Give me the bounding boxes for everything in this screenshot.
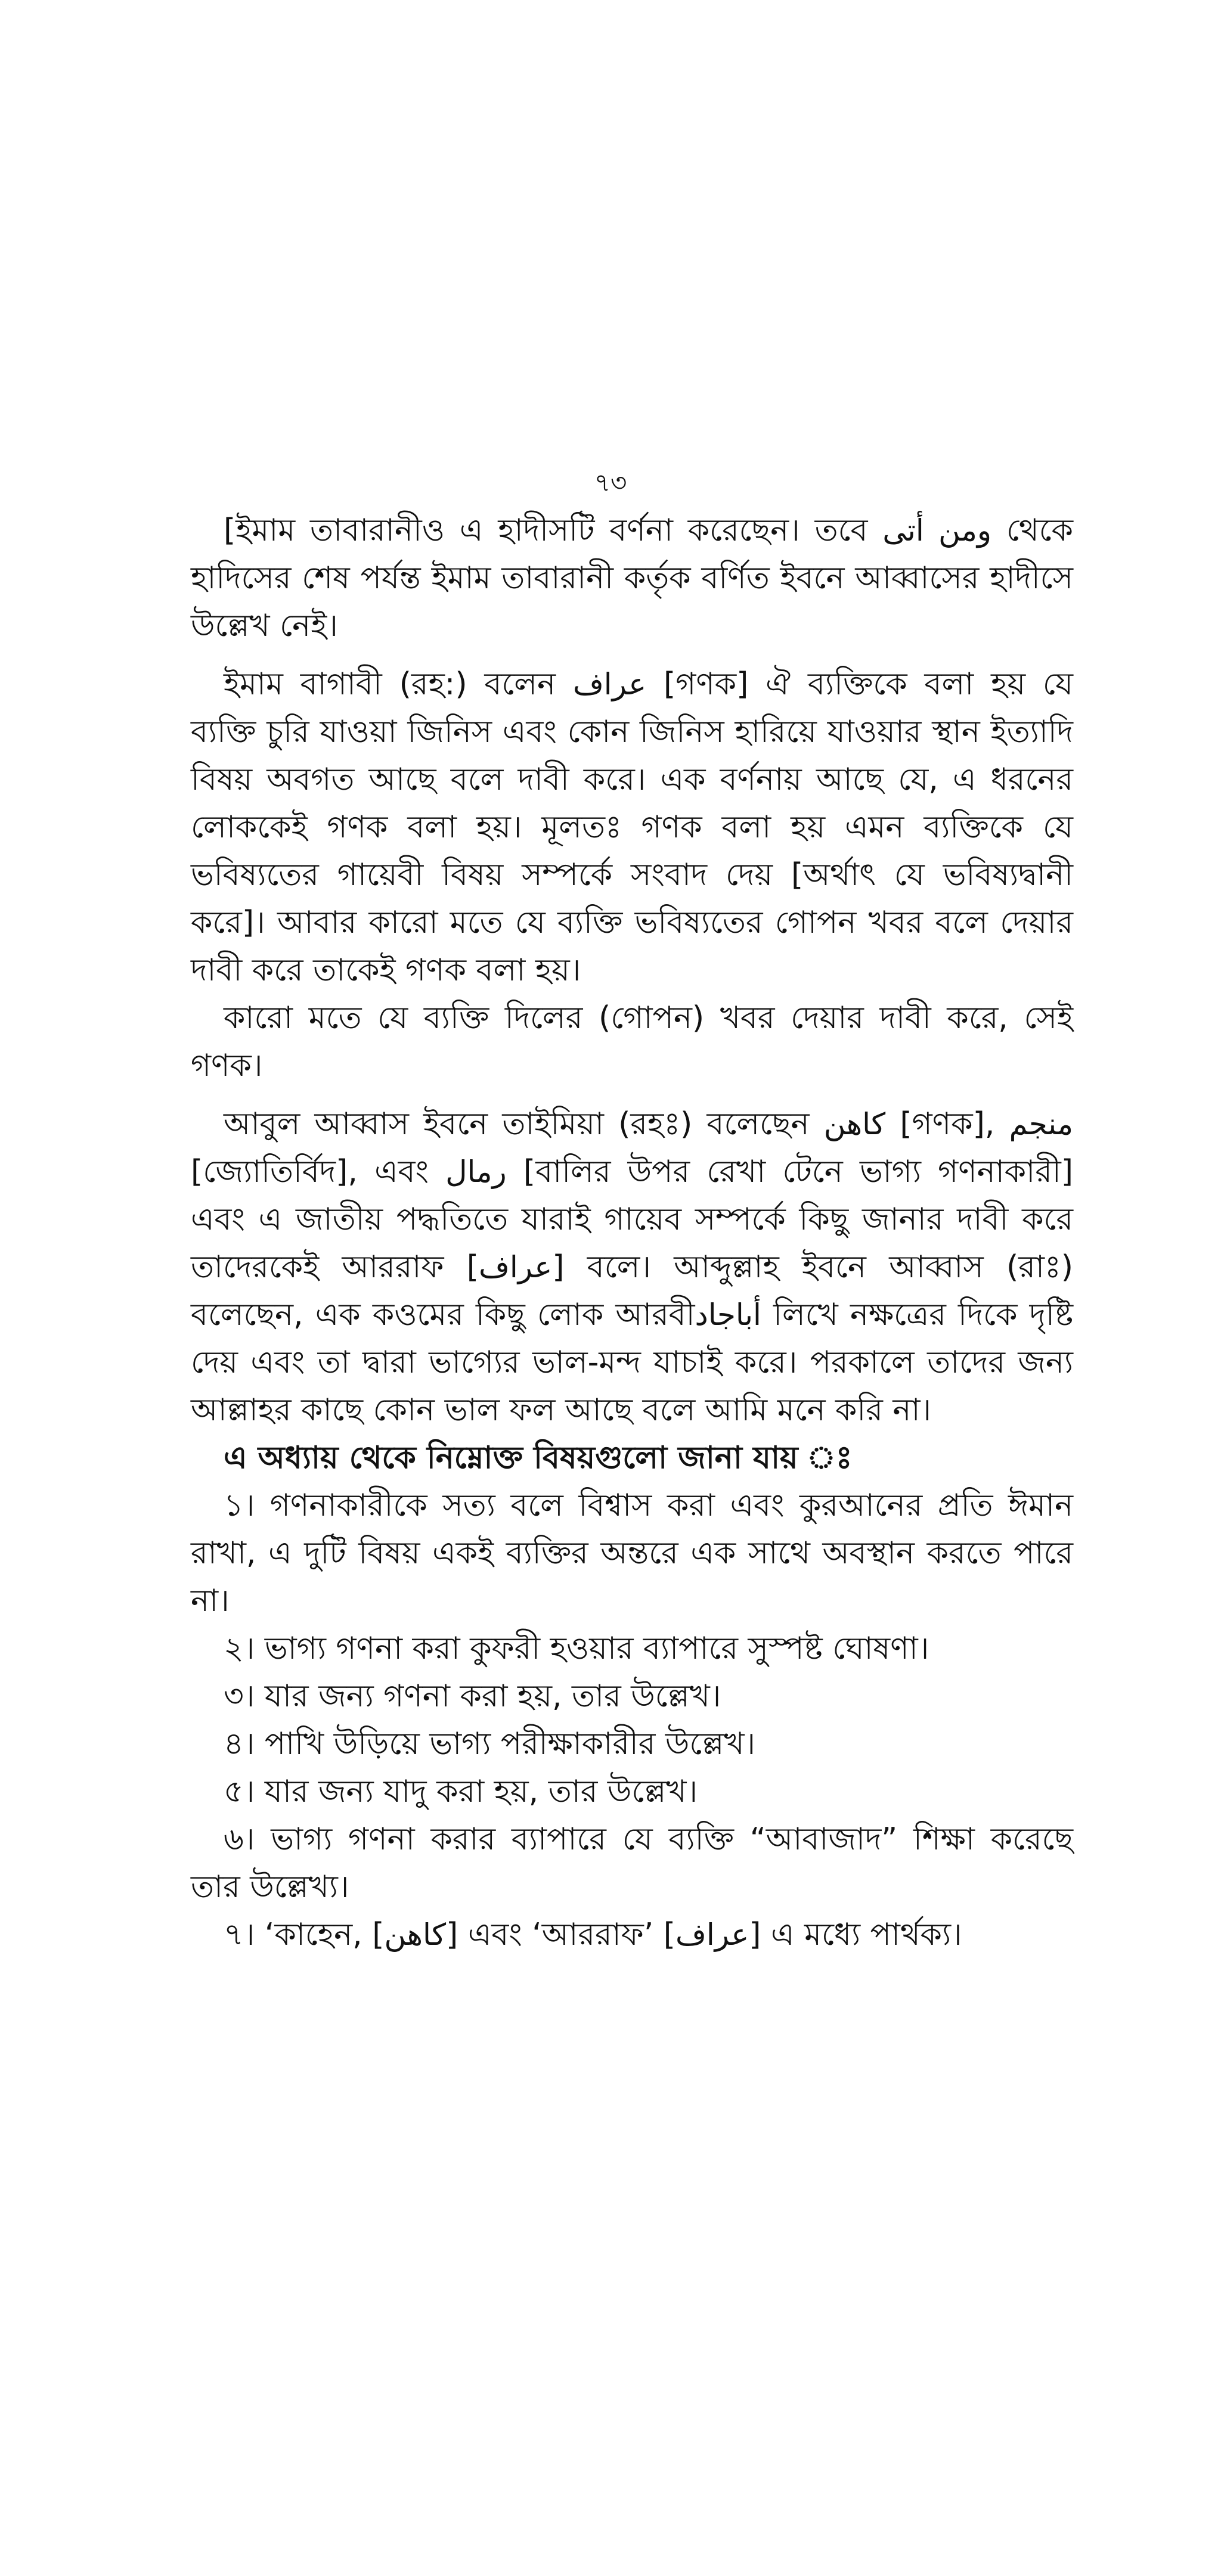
paragraph-text: [জ্যোতির্বিদ], এবং	[191, 1154, 446, 1190]
paragraph-text: ইমাম বাগাবী (রহ:) বলেন	[224, 666, 573, 702]
list-item-text: ] এ মধ্যে পার্থক্য।	[749, 1917, 962, 1953]
paragraph-baghawi	[191, 660, 1073, 994]
arabic-word: عراف	[675, 1917, 749, 1952]
paragraph-text: [গণক],	[885, 1106, 1009, 1142]
arabic-word: عراف	[479, 1250, 553, 1284]
paragraph-text: লিখে নক্ষত্রের দিকে দৃষ্টি দেয় এবং তা দ্বারা ভাগ্যের ভাল-মন্দ যাচাই করে। পরকালে তাদের জন্য আল্লাহর কাছে কোন ভাল ফল আছে বলে আমি মনে করি না।	[191, 1297, 1073, 1428]
arabic-phrase: ومن أتى	[882, 513, 992, 548]
arabic-word: كاهن	[384, 1917, 446, 1952]
list-item: ৬। ভাগ্য গণনা করার ব্যাপারে যে ব্যক্তি “আবাজাদ” শিক্ষা করেছে তার উল্লেখ্য।	[191, 1821, 1073, 1905]
paragraph-text: ] বলে। আব্দুল্লাহ ইবনে আব্বাস (রাঃ) বলেছেন, এক কওমের কিছু লোক আরবী	[191, 1249, 1073, 1333]
list-item: ৫। যার জন্য যাদু করা হয়, তার উল্লেখ।	[224, 1774, 698, 1810]
section-heading: এ অধ্যায় থেকে নিম্নোক্ত বিষয়গুলো জানা যায় ঃ	[224, 1440, 853, 1476]
paragraph-text: [বালির উপর রেখা টেনে ভাগ্য গণনাকারী] এবং এ জাতীয় পদ্ধতিতে যারাই গায়েব সম্পর্কে কিছু জানার দাবী করে তাদেরকেই আররাফ [	[191, 1154, 1073, 1285]
arabic-word: كاهن	[823, 1107, 886, 1141]
arabic-word: أباجاد	[695, 1298, 761, 1332]
arabic-word: رمال	[445, 1154, 507, 1189]
arabic-word: منجم	[1009, 1107, 1073, 1141]
list-item: ১। গণনাকারীকে সত্য বলে বিশ্বাস করা এবং কুরআনের প্রতি ঈমান রাখা, এ দুটি বিষয় একই ব্যক্তির অন্তরে এক সাথে অবস্থান করতে পারে না।	[191, 1488, 1073, 1619]
paragraph-ibn-taymiyya	[191, 1100, 1073, 1434]
list-item: ৩। যার জন্য গণনা করা হয়, তার উল্লেখ।	[224, 1678, 721, 1714]
list-item-text: ৭। ‘কাহেন, [	[224, 1917, 385, 1953]
paragraph-tabarani-note	[191, 507, 1073, 650]
list-item-difference	[191, 1911, 1073, 1959]
page-number: ৭৩	[594, 468, 627, 497]
paragraph-text: [ইমাম তাবারানীও এ হাদীসটি বর্ণনা করেছেন। তবে	[224, 513, 883, 548]
arabic-word: عراف	[572, 667, 647, 702]
paragraph-dil-khabar: কারো মতে যে ব্যক্তি দিলের (গোপন) খবর দেয়ার দাবী করে, সেই গণক।	[191, 1000, 1073, 1084]
paragraph-text: আবুল আব্বাস ইবনে তাইমিয়া (রহঃ) বলেছেন	[224, 1106, 824, 1142]
list-item: ২। ভাগ্য গণনা করা কুফরী হওয়ার ব্যাপারে সুস্পষ্ট ঘোষণা।	[224, 1631, 929, 1666]
paragraph-text: [গণক] ঐ ব্যক্তিকে বলা হয় যে ব্যক্তি চুরি যাওয়া জিনিস এবং কোন জিনিস হারিয়ে যাওয়ার স্থান ইত্যাদি বিষয় অবগত আছে বলে দাবী করে। এক বর্ণনায় আছে যে, এ ধরনের লোককেই গণক বলা হয়। মূলতঃ গণক বলা হয় এমন ব্যক্তিকে যে ভবিষ্যতের গায়েবী বিষয় সম্পর্কে সংবাদ দেয় [অর্থাৎ যে ভবিষ্যদ্বানী করে]। আবার কারো মতে যে ব্যক্তি ভবিষ্যতের গোপন খবর বলে দেয়ার দাবী করে তাকেই গণক বলা হয়।	[191, 666, 1073, 988]
page-body	[191, 507, 1073, 1959]
list-item-text: ] এবং ‘আররাফ’ [	[446, 1917, 676, 1953]
paragraph-text: থেকে হাদিসের শেষ পর্যন্ত ইমাম তাবারানী কর্তৃক বর্ণিত ইবনে আব্বাসের হাদীসে উল্লেখ নেই।	[191, 513, 1074, 644]
list-item: ৪। পাখি উড়িয়ে ভাগ্য পরীক্ষাকারীর উল্লেখ।	[224, 1726, 756, 1762]
